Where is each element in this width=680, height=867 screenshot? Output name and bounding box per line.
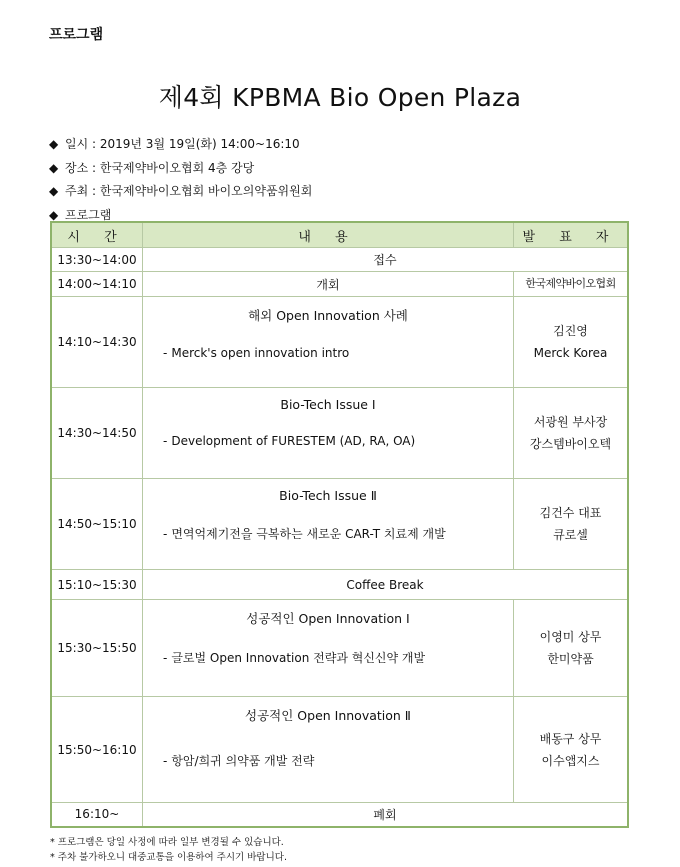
table-row: 15:50~16:10 성공적인 Open Innovation Ⅱ - 항암/희귀 의약품 개발 전략 배동구 상무 이수앱지스 — [51, 697, 628, 803]
presenter: 김건수 대표 큐로셀 — [514, 479, 629, 570]
diamond-bullet-icon: ◆ — [49, 184, 59, 198]
session-subtitle: - Development of FURESTEM (AD, RA, OA) — [163, 434, 416, 448]
session-topic: Bio-Tech Issue Ⅰ — [280, 397, 376, 412]
event-info — [49, 134, 312, 228]
session-subtitle: - 항암/희귀 의약품 개발 전략 — [163, 754, 315, 768]
table-row: 14:00~14:10 개회 한국제약바이오협회 — [51, 272, 628, 297]
presenter: 배동구 상무 이수앱지스 — [514, 697, 629, 803]
table-header-row — [51, 222, 628, 248]
info-program: ◆ 프로그램 — [49, 205, 312, 229]
session-topic: 성공적인 Open Innovation Ⅰ — [246, 611, 410, 626]
session-subtitle: - 글로벌 Open Innovation 전략과 혁신신약 개발 — [163, 651, 426, 665]
header-content: 내 용 — [143, 222, 514, 248]
session-topic: 성공적인 Open Innovation Ⅱ — [245, 708, 411, 723]
diamond-bullet-icon: ◆ — [49, 160, 59, 175]
info-venue: ◆ 장소 : 한국제약바이오협회 4층 강당 — [49, 158, 312, 182]
presenter: 김진영 Merck Korea — [514, 297, 629, 388]
table-row: 15:10~15:30 Coffee Break — [51, 570, 628, 600]
session-topic: Bio-Tech Issue Ⅱ — [279, 488, 377, 503]
diamond-bullet-icon: ◆ — [49, 137, 59, 151]
table-row: 14:10~14:30 해외 Open Innovation 사례 - Merck's open innovation intro 김진영 Merck Korea — [51, 297, 628, 388]
footnote-change: * 프로그램은 당일 사정에 따라 일부 변경될 수 있습니다. — [50, 837, 284, 848]
table-row: 14:50~15:10 Bio-Tech Issue Ⅱ - 면역억제기전을 극복하는 새로운 CAR-T 치료제 개발 김건수 대표 큐로셀 — [51, 479, 628, 570]
header-presenter: 발 표 자 — [514, 222, 629, 248]
section-header: 프로그램 — [49, 27, 104, 43]
info-date: ◆ 일시 : 2019년 3월 19일(화) 14:00~16:10 — [49, 134, 312, 158]
header-time: 시 간 — [51, 222, 143, 248]
diamond-bullet-icon: ◆ — [49, 207, 59, 222]
footnote-parking: * 주차 불가하오니 대중교통을 이용하여 주시기 바랍니다. — [50, 852, 287, 863]
program-table — [50, 221, 629, 828]
session-subtitle: - Merck's open innovation intro — [163, 346, 350, 360]
info-host: ◆ 주최 : 한국제약바이오협회 바이오의약품위원회 — [49, 181, 312, 205]
page-title: 제4회 KPBMA Bio Open Plaza — [158, 83, 522, 112]
session-topic: 해외 Open Innovation 사례 — [248, 308, 408, 323]
table-row: 16:10~ 폐회 — [51, 803, 628, 827]
table-row: 15:30~15:50 성공적인 Open Innovation Ⅰ - 글로벌 Open Innovation 전략과 혁신신약 개발 이영미 상무 한미약품 — [51, 600, 628, 697]
presenter: 서광원 부사장 강스템바이오텍 — [514, 388, 629, 479]
session-subtitle: - 면역억제기전을 극복하는 새로운 CAR-T 치료제 개발 — [163, 527, 446, 541]
table-row: 13:30~14:00 접수 — [51, 248, 628, 272]
footnotes — [50, 835, 287, 865]
presenter: 이영미 상무 한미약품 — [514, 600, 629, 697]
table-row: 14:30~14:50 Bio-Tech Issue Ⅰ - Development of FURESTEM (AD, RA, OA) 서광원 부사장 강스템바이오텍 — [51, 388, 628, 479]
